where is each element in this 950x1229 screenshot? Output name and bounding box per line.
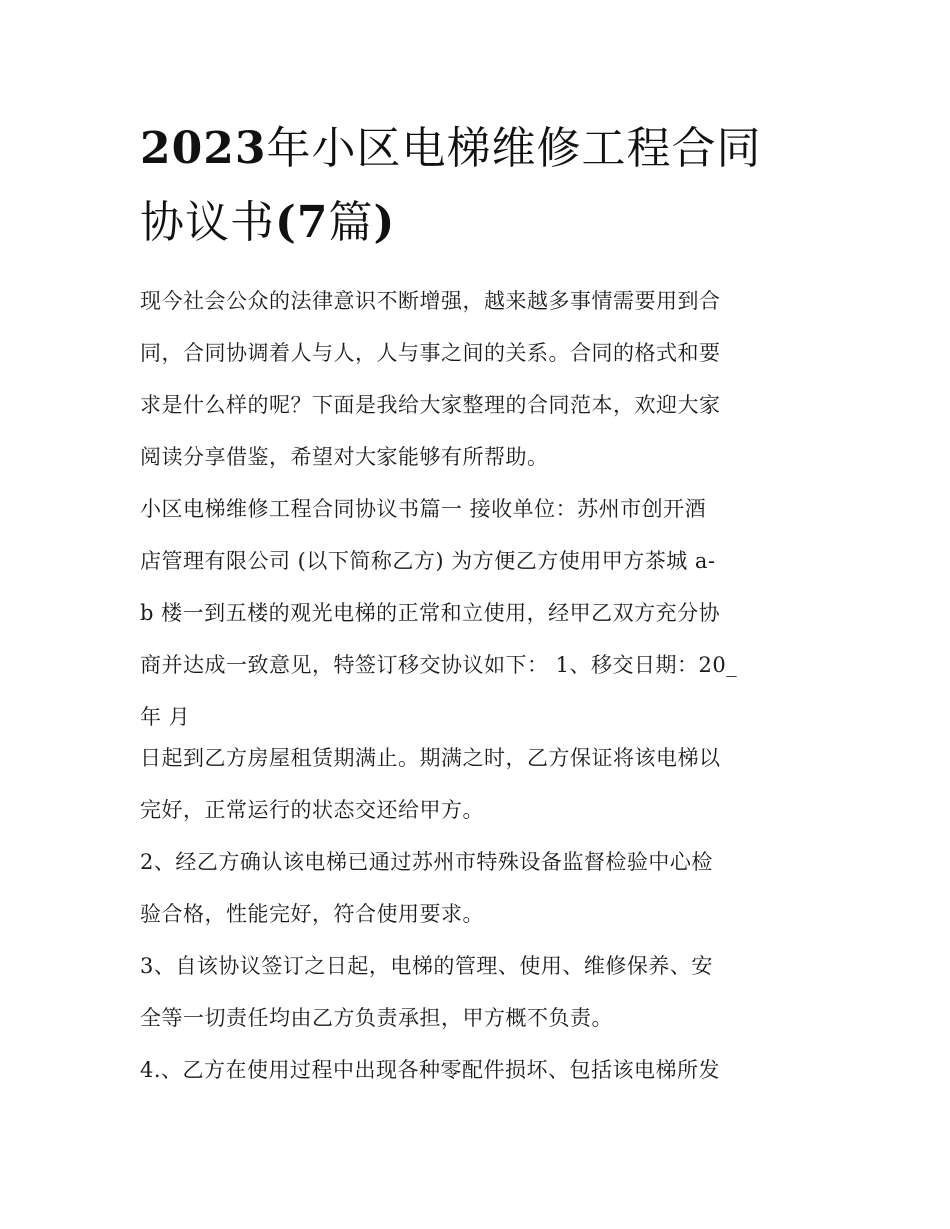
intro-line: 阅读分享借鉴，希望对大家能够有所帮助。 <box>140 445 549 469</box>
section1-line: 年 月 <box>140 705 191 729</box>
paragraph-5 <box>140 1044 820 1096</box>
section1-paragraph <box>140 483 820 743</box>
section1-line: 店管理有限公司 (以下简称乙方) 为方便乙方使用甲方茶城 a- <box>140 549 716 573</box>
paragraph-line: 4.、乙方在使用过程中出现各种零配件损坏、包括该电梯所发 <box>140 1058 721 1082</box>
intro-paragraph <box>140 275 820 483</box>
title-line2-paren: ) <box>373 197 396 248</box>
paragraph-2 <box>140 732 820 836</box>
intro-line: 现今社会公众的法律意识不断增强，越来越多事情需要用到合 <box>140 289 721 313</box>
intro-line: 求是什么样的呢？下面是我给大家整理的合同范本，欢迎大家 <box>140 393 721 417</box>
paragraph-line: 验合格，性能完好，符合使用要求。 <box>140 902 484 926</box>
paragraph-line: 全等一切责任均由乙方负责承担，甲方概不负责。 <box>140 1006 613 1030</box>
paragraph-3 <box>140 836 820 940</box>
title-line-2 <box>140 186 820 260</box>
paragraph-line: 完好，正常运行的状态交还给甲方。 <box>140 798 484 822</box>
title-line2-text-c: 篇 <box>328 197 374 248</box>
document-title <box>140 112 820 260</box>
title-line2-num: (7 <box>275 197 329 248</box>
intro-line: 同，合同协调着人与人，人与事之间的关系。合同的格式和要 <box>140 341 721 365</box>
title-year: 2023 <box>140 123 267 174</box>
title-line-1 <box>140 112 820 186</box>
paragraph-line: 日起到乙方房屋租赁期满止。期满之时，乙方保证将该电梯以 <box>140 746 721 770</box>
paragraph-line: 3、自该协议签订之日起，电梯的管理、使用、维修保养、安 <box>140 954 713 978</box>
title-line2-text-a: 协议书 <box>140 197 275 248</box>
paragraph-line: 2、经乙方确认该电梯已通过苏州市特殊设备监督检验中心检 <box>140 850 713 874</box>
section1-line: 小区电梯维修工程合同协议书篇一 接收单位：苏州市创开酒 <box>140 497 707 521</box>
title-line1-text: 年小区电梯维修工程合同 <box>266 123 762 174</box>
section1-line: 商并达成一致意见，特签订移交协议如下： 1、移交日期：20_ <box>140 653 738 677</box>
paragraph-4 <box>140 940 820 1044</box>
section1-line: b 楼一到五楼的观光电梯的正常和立使用，经甲乙双方充分协 <box>140 601 721 625</box>
